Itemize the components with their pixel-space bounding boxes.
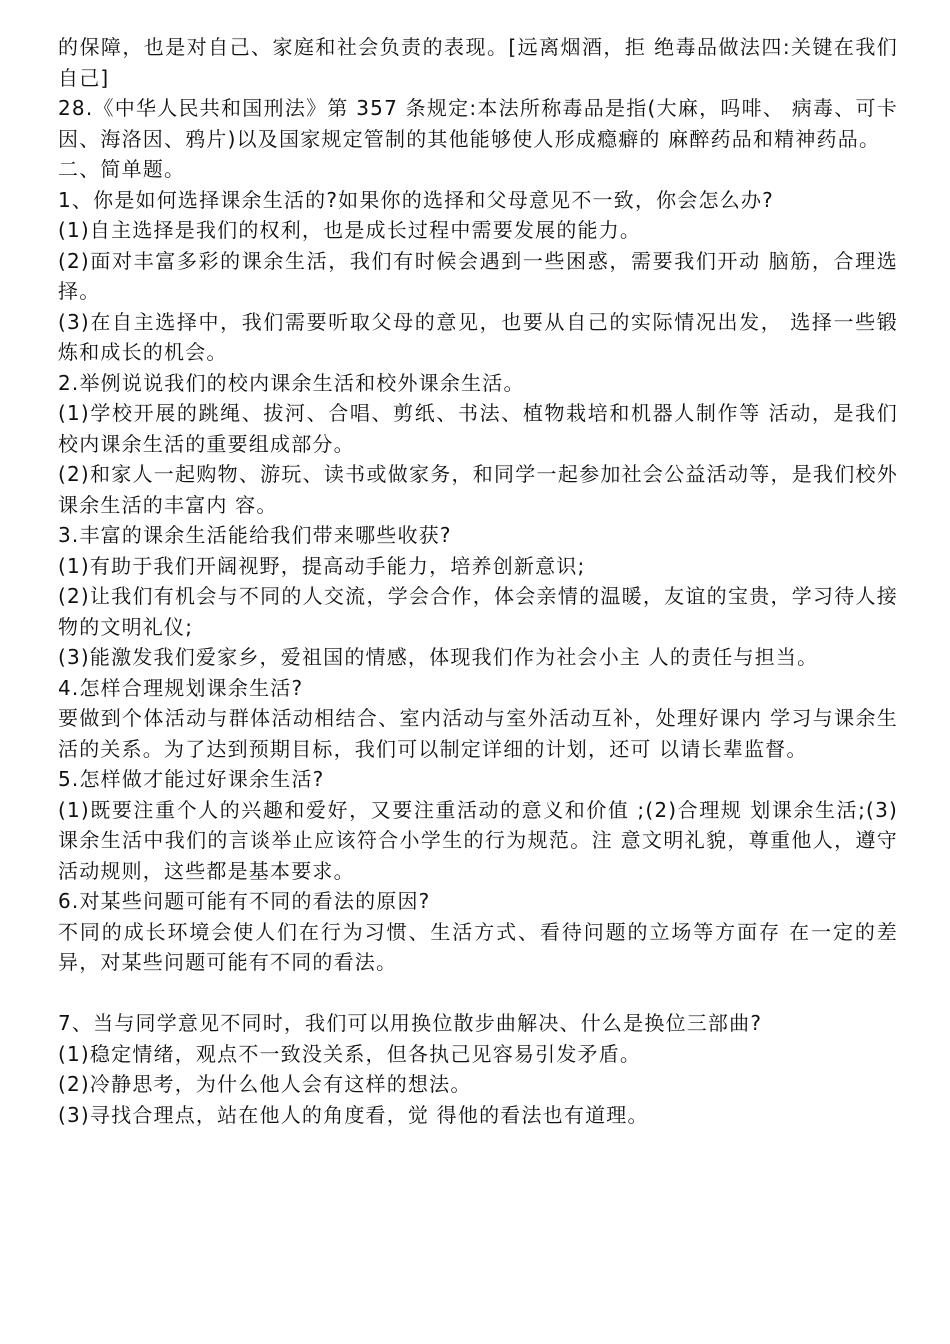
question-7: 7、当与同学意见不同时，我们可以用换位散步曲解决、什么是换位三部曲? [58,1011,763,1035]
question-6: 6.对某些问题可能有不同的看法的原因? [58,889,431,913]
answer-6: 不同的成长环境会使人们在行为习惯、生活方式、看待问题的立场等方面存 在一定的差异，对某些问题可能有不同的看法。 [58,919,898,974]
question-1: 1、你是如何选择课余生活的?如果你的选择和父母意见不一致，你会怎么办? [58,187,774,212]
blank-line [58,978,898,1009]
answer-7-point-1: (1)稳定情绪，观点不一致没关系，但各执己见容易引发矛盾。 [58,1041,642,1066]
paragraph-item-28: 28.《中华人民共和国刑法》第 357 条规定:本法所称毒品是指(大麻，吗啡、 病毒、可卡因、海洛因、鸦片)以及国家规定管制的其他能够使人形成瘾癖的 麻醉药品和精神药品。 [58,96,898,151]
answer-7-point-2: (2)冷静思考，为什么他人会有这样的想法。 [58,1072,472,1096]
answer-3-point-1: (1)有助于我们开阔视野，提高动手能力，培养创新意识; [58,553,586,578]
paragraph-continuation: 的保障，也是对自己、家庭和社会负责的表现。[远离烟酒，拒 绝毒品做法四:关键在我们自己] [58,35,898,90]
question-2: 2.举例说说我们的校内课余生活和校外课余生活。 [58,370,525,395]
answer-2-point-1: (1)学校开展的跳绳、拔河、合唱、剪纸、书法、植物栽培和机器人制作等 活动，是我们校内课余生活的重要组成部分。 [58,401,898,456]
question-5: 5.怎样做才能过好课余生活? [58,767,325,791]
answer-3-point-2: (2)让我们有机会与不同的人交流，学会合作，体会亲情的温暖，友谊的宝贵，学习待人接物的文明礼仪; [58,584,898,639]
answer-3-point-3: (3)能激发我们爱家乡，爱祖国的情感，体现我们作为社会小主 人的责任与担当。 [58,645,819,669]
answer-4: 要做到个体活动与群体活动相结合、室内活动与室外活动互补，处理好课内 学习与课余生活的关系。为了达到预期目标，我们可以制定详细的计划，还可 以请长辈监督。 [58,706,898,761]
answer-1-point-3: (3)在自主选择中，我们需要听取父母的意见，也要从自己的实际情况出发， 选择一些锻炼和成长的机会。 [58,309,898,364]
answer-1-point-2: (2)面对丰富多彩的课余生活，我们有时候会遇到一些困惑，需要我们开动 脑筋，合理选择。 [58,248,898,303]
answer-5: (1)既要注重个人的兴趣和爱好，又要注重活动的意义和价值 ;(2)合理规 划课余生活;(3)课余生活中我们的言谈举止应该符合小学生的行为规范。注 意文明礼貌，尊重他人，遵守活动规则，这些都是基本要求。 [58,797,898,883]
document-page [58,32,898,1130]
answer-7-point-3: (3)寻找合理点，站在他人的角度看，觉 得他的看法也有道理。 [58,1102,649,1127]
answer-1-point-1: (1)自主选择是我们的权利，也是成长过程中需要发展的能力。 [58,218,642,242]
section-heading-short-answer: 二、简单题。 [58,157,186,181]
question-3: 3.丰富的课余生活能给我们带来哪些收获? [58,523,452,547]
answer-2-point-2: (2)和家人一起购物、游玩、读书或做家务，和同学一起参加社会公益活动等，是我们校外课余生活的丰富内 容。 [58,462,898,517]
question-4: 4.怎样合理规划课余生活? [58,675,304,700]
